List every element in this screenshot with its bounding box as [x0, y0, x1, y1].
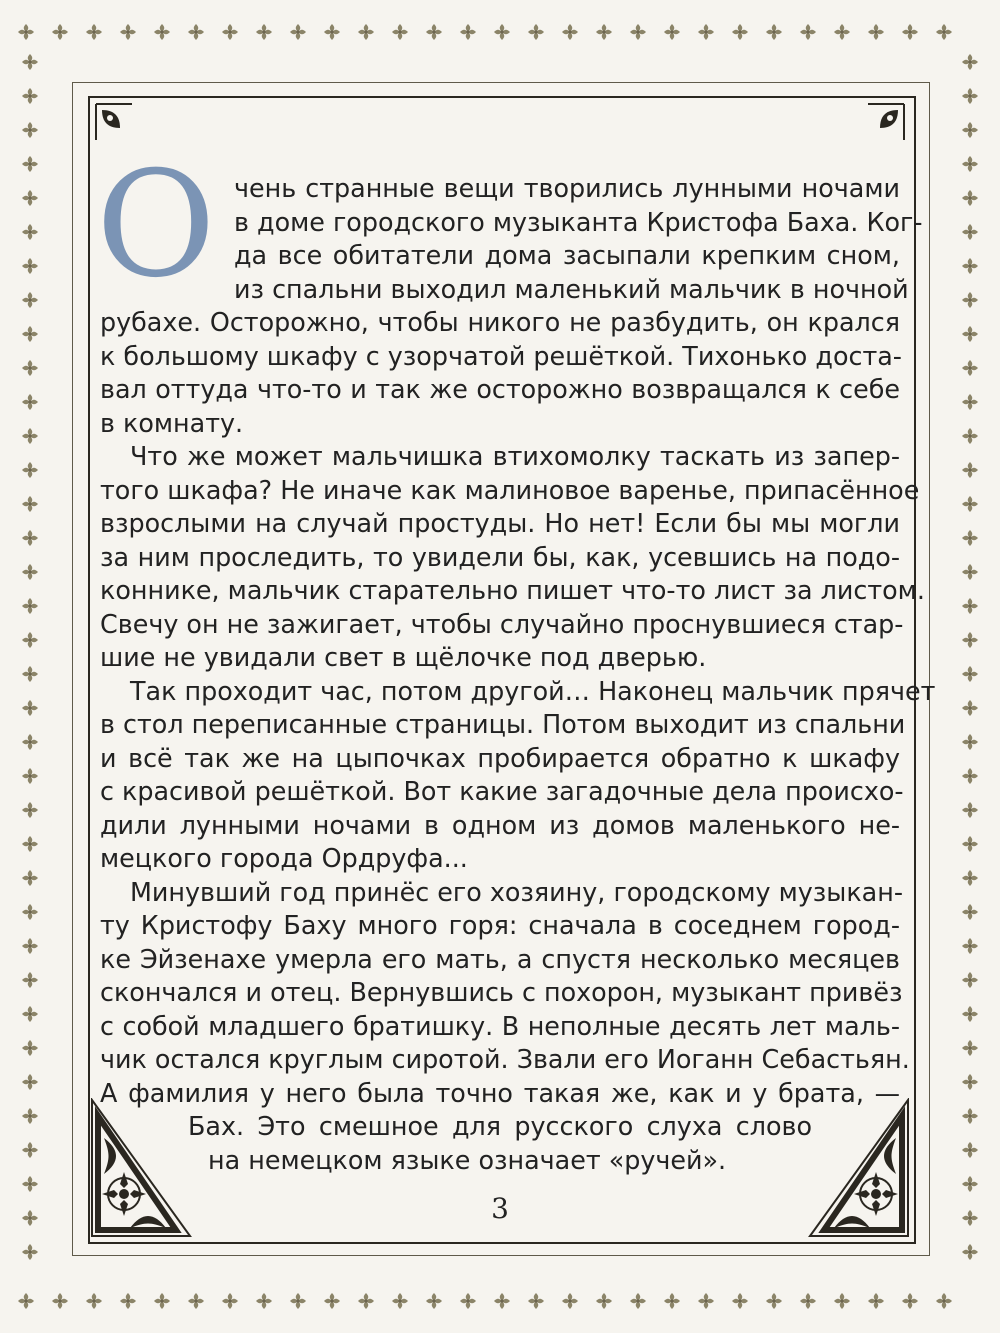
border-ornament	[188, 1293, 204, 1309]
border-ornament	[22, 54, 38, 70]
border-ornament	[22, 768, 38, 784]
border-ornament	[22, 1142, 38, 1158]
border-ornament	[562, 1293, 578, 1309]
border-ornament	[962, 122, 978, 138]
border-ornament	[22, 836, 38, 852]
text-line: дили лунными ночами в одном из домов маленького не-	[100, 809, 900, 840]
text-line: скончался и отец. Вернувшись с похорон, музыкант привёз	[100, 977, 903, 1007]
border-ornament	[222, 24, 238, 40]
border-ornament	[22, 972, 38, 988]
border-ornament	[22, 564, 38, 580]
text-line: А фамилия у него была точно такая же, как и у брата, —	[100, 1077, 900, 1108]
border-ornament	[290, 1293, 306, 1309]
border-ornament	[86, 24, 102, 40]
text-line: шие не увидали свет в щёлочке под дверью.	[100, 642, 707, 672]
border-ornament	[962, 802, 978, 818]
text-line: в стол переписанные страницы. Потом выходит из спальни	[100, 709, 906, 739]
border-ornament	[358, 24, 374, 40]
border-ornament	[18, 24, 34, 40]
top-left-corner-ornament	[92, 100, 136, 144]
drop-cap: О	[96, 140, 216, 310]
border-ornament	[834, 24, 850, 40]
border-ornament	[22, 802, 38, 818]
border-ornament	[962, 1108, 978, 1124]
border-ornament	[154, 24, 170, 40]
border-ornament	[154, 1293, 170, 1309]
border-ornament	[962, 734, 978, 750]
border-ornament	[358, 1293, 374, 1309]
border-ornament	[324, 1293, 340, 1309]
border-ornament	[800, 1293, 816, 1309]
border-ornament	[494, 24, 510, 40]
text-line: Свечу он не зажигает, чтобы случайно проснувшиеся стар-	[100, 608, 904, 639]
border-ornament	[962, 938, 978, 954]
text-line: Что же может мальчишка втихомолку таскать из запер-	[130, 441, 900, 471]
border-ornament	[962, 292, 978, 308]
border-ornament	[868, 24, 884, 40]
border-ornament	[18, 1293, 34, 1309]
top-right-corner-ornament	[864, 100, 908, 144]
border-ornament	[962, 360, 978, 376]
border-ornament	[936, 24, 952, 40]
border-ornament	[962, 496, 978, 512]
border-ornament	[460, 1293, 476, 1309]
text-line: мецкого города Ордруфа...	[100, 843, 468, 873]
border-ornament	[962, 904, 978, 920]
border-ornament	[22, 258, 38, 274]
border-ornament	[834, 1293, 850, 1309]
border-ornament	[962, 54, 978, 70]
border-ornament	[22, 1176, 38, 1192]
border-ornament	[962, 326, 978, 342]
border-ornament	[22, 700, 38, 716]
border-ornament	[868, 1293, 884, 1309]
border-ornament	[936, 1293, 952, 1309]
border-ornament	[188, 24, 204, 40]
border-ornament	[596, 1293, 612, 1309]
border-ornament	[22, 224, 38, 240]
text-line: ту Кристофу Баху много горя: сначала в соседнем город-	[100, 910, 900, 940]
border-ornament	[962, 1176, 978, 1192]
border-ornament	[22, 394, 38, 410]
border-ornament	[22, 598, 38, 614]
border-ornament	[902, 1293, 918, 1309]
border-ornament	[392, 1293, 408, 1309]
border-ornament	[494, 1293, 510, 1309]
border-ornament	[630, 24, 646, 40]
border-ornament	[962, 1074, 978, 1090]
border-ornament	[962, 428, 978, 444]
border-ornament	[22, 530, 38, 546]
border-ornament	[22, 904, 38, 920]
border-ornament	[962, 258, 978, 274]
text-line: рубахе. Осторожно, чтобы никого не разбудить, он крался	[100, 307, 900, 337]
border-ornament	[962, 972, 978, 988]
text-line: коннике, мальчик старательно пишет что-то лист за листом.	[100, 575, 925, 605]
border-ornament	[962, 462, 978, 478]
border-ornament	[528, 24, 544, 40]
page-number: 3	[491, 1192, 509, 1225]
border-ornament	[120, 1293, 136, 1309]
text-line: в комнату.	[100, 407, 244, 438]
border-ornament	[256, 24, 272, 40]
border-ornament	[596, 24, 612, 40]
border-ornament	[528, 1293, 544, 1309]
border-ornament	[120, 24, 136, 40]
border-ornament	[962, 1006, 978, 1022]
border-ornament	[426, 24, 442, 40]
border-ornament	[52, 1293, 68, 1309]
border-ornament	[392, 24, 408, 40]
border-ornament	[22, 496, 38, 512]
border-ornament	[698, 24, 714, 40]
border-ornament	[962, 394, 978, 410]
text-line: к большому шкафу с узорчатой решёткой. Тихонько доста-	[100, 340, 902, 371]
border-ornament	[562, 24, 578, 40]
border-ornament	[22, 88, 38, 104]
border-ornament	[732, 24, 748, 40]
border-ornament	[698, 1293, 714, 1309]
text-line: чик остался круглым сиротой. Звали его Иоганн Себастьян.	[100, 1044, 910, 1074]
border-ornament	[22, 1244, 38, 1260]
border-ornament	[22, 156, 38, 172]
text-line: ке Эйзенахе умерла его мать, а спустя несколько месяцев	[100, 943, 900, 974]
border-ornament	[22, 1108, 38, 1124]
border-ornament	[962, 836, 978, 852]
border-ornament	[962, 88, 978, 104]
border-ornament	[962, 870, 978, 886]
border-ornament	[664, 24, 680, 40]
border-ornament	[22, 428, 38, 444]
text-line: на немецком языке означает «ручей».	[208, 1144, 727, 1175]
text-line: и всё так же на цыпочках пробирается обратно к шкафу	[100, 742, 900, 773]
border-ornament	[22, 462, 38, 478]
border-ornament	[962, 190, 978, 206]
border-ornament	[962, 530, 978, 546]
border-ornament	[664, 1293, 680, 1309]
text-line: из спальни выходил маленький мальчик в ночной	[234, 273, 909, 304]
border-ornament	[766, 24, 782, 40]
story-text	[100, 172, 936, 1177]
border-ornament	[962, 598, 978, 614]
border-ornament	[22, 734, 38, 750]
border-ornament	[256, 1293, 272, 1309]
text-line: с собой младшего братишку. В неполные десять лет маль-	[100, 1010, 900, 1041]
border-ornament	[962, 1244, 978, 1260]
border-ornament	[962, 666, 978, 682]
text-line: да все обитатели дома засыпали крепким сном,	[234, 240, 900, 270]
border-ornament	[962, 564, 978, 580]
text-line: в доме городского музыканта Кристофа Баха. Ког-	[234, 206, 923, 237]
border-ornament	[22, 938, 38, 954]
border-ornament	[426, 1293, 442, 1309]
border-ornament	[52, 24, 68, 40]
text-line: с красивой решёткой. Вот какие загадочные дела происхо-	[100, 776, 904, 806]
border-ornament	[22, 122, 38, 138]
border-ornament	[732, 1293, 748, 1309]
border-ornament	[460, 24, 476, 40]
text-line: того шкафа? Не иначе как малиновое варенье, припасённое	[100, 474, 920, 505]
border-ornament	[22, 1040, 38, 1056]
border-ornament	[962, 768, 978, 784]
border-ornament	[290, 24, 306, 40]
text-line: чень странные вещи творились лунными ночами	[234, 173, 900, 203]
border-ornament	[962, 700, 978, 716]
border-ornament	[22, 360, 38, 376]
border-ornament	[22, 632, 38, 648]
border-ornament	[22, 666, 38, 682]
border-ornament	[766, 1293, 782, 1309]
border-ornament	[962, 1040, 978, 1056]
border-ornament	[86, 1293, 102, 1309]
text-line: Так проходит час, потом другой… Наконец мальчик прячет	[130, 675, 936, 706]
border-ornament	[22, 1006, 38, 1022]
border-ornament	[222, 1293, 238, 1309]
border-ornament	[962, 156, 978, 172]
text-line: взрослыми на случай простуды. Но нет! Если бы мы могли	[100, 508, 900, 538]
border-ornament	[630, 1293, 646, 1309]
border-ornament	[22, 1074, 38, 1090]
border-ornament	[962, 224, 978, 240]
border-ornament	[800, 24, 816, 40]
text-line: Бах. Это смешное для русского слуха слово	[188, 1111, 812, 1141]
text-line: вал оттуда что-то и так же осторожно возвращался к себе	[100, 374, 900, 404]
border-ornament	[22, 326, 38, 342]
text-line: Минувший год принёс его хозяину, городскому музыкан-	[130, 876, 904, 907]
border-ornament	[22, 190, 38, 206]
border-ornament	[22, 292, 38, 308]
border-ornament	[22, 870, 38, 886]
border-ornament	[324, 24, 340, 40]
text-line: за ним проследить, то увидели бы, как, усевшись на подо-	[100, 541, 900, 572]
border-ornament	[962, 632, 978, 648]
border-ornament	[902, 24, 918, 40]
border-ornament	[962, 1142, 978, 1158]
